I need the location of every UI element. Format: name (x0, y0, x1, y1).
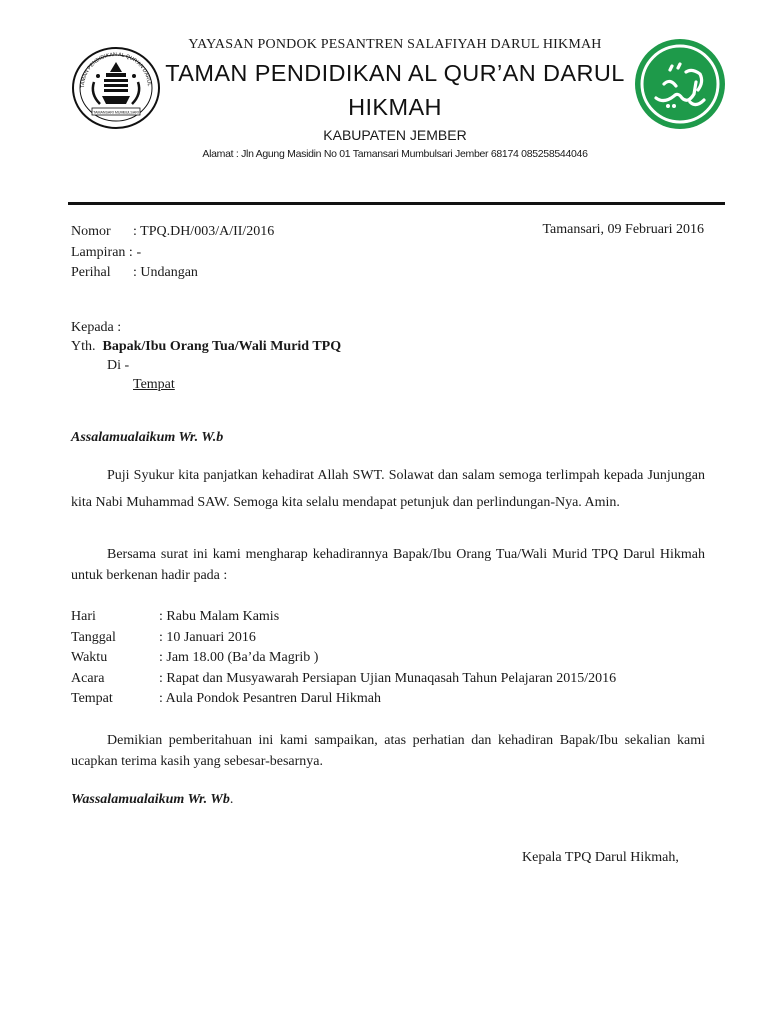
regency-name: KABUPATEN JEMBER (323, 127, 467, 143)
event-value: : Rabu Malam Kamis (159, 609, 280, 624)
institution-title-line2: HIKMAH (348, 94, 442, 120)
opening-greeting: Assalamualaikum Wr. W.b (71, 430, 224, 445)
signer-title: Kepala TPQ Darul Hikmah, (522, 850, 679, 865)
meta-perihal (71, 263, 274, 284)
meta-lampiran (71, 243, 274, 264)
event-label: Hari (71, 609, 96, 624)
event-row-tanggal (71, 628, 616, 649)
event-label: Acara (71, 670, 105, 686)
paragraph-closing: Demikian pemberitahuan ini kami sampaikan, atas perhatian dan kehadiran Bapak/Ibu sekalian kami ucapkan terima kasih yang sebesar-besarnya. (71, 733, 705, 769)
event-value: : Aula Pondok Pesantren Darul Hikmah (159, 691, 382, 707)
event-details (71, 607, 616, 710)
paragraph-invitation: Bersama surat ini kami mengharap kehadirannya Bapak/Ibu Orang Tua/Wali Murid TPQ Darul Hikmah untuk berkenan hadir pada : (71, 547, 705, 583)
closing-punct: . (229, 792, 234, 807)
meta-nomor (71, 222, 274, 243)
tempat-label: Tempat (133, 377, 175, 392)
letter-date: Tamansari, 09 Februari 2016 (542, 222, 704, 237)
event-label: Tempat (71, 691, 113, 707)
nomor-value: : TPQ.DH/003/A/II/2016 (133, 224, 275, 239)
closing-greeting (71, 792, 233, 808)
event-label: Waktu (71, 650, 108, 666)
institution-title-line1: TAMAN PENDIDIKAN AL QUR’AN DARUL (165, 60, 625, 86)
event-label: Tanggal (71, 629, 116, 645)
foundation-name: YAYASAN PONDOK PESANTREN SALAFIYAH DARUL HIKMAH (188, 37, 602, 52)
lampiran-value: - (133, 244, 142, 260)
event-row-hari (71, 607, 616, 628)
letterhead-divider (68, 202, 725, 205)
perihal-value: : Undangan (133, 265, 198, 281)
event-value: : Rapat dan Musyawarah Persiapan Ujian Munaqasah Tahun Pelajaran 2015/2016 (159, 670, 617, 686)
event-value: : Jam 18.00 (Ba’da Magrib ) (159, 650, 319, 666)
event-value: : 10 Januari 2016 (159, 629, 256, 645)
lampiran-label: Lampiran : (71, 244, 133, 260)
event-row-tempat (71, 689, 616, 710)
event-row-waktu (71, 648, 616, 669)
paragraph-opening: Puji Syukur kita panjatkan kehadirat Allah SWT. Solawat dan salam semoga terlimpah kepada Junjungan kita Nabi Muhammad SAW. Semoga kita selalu mendapat petunjuk dan perlindungan-Nya. Amin. (71, 468, 705, 510)
kepada-label: Kepada : (71, 320, 122, 335)
nomor-label: Nomor (71, 224, 111, 239)
recipient-block (71, 318, 341, 394)
perihal-label: Perihal (71, 265, 111, 281)
di-label: Di - (107, 358, 130, 373)
recipient-line (71, 337, 341, 356)
yth-label: Yth. (71, 339, 96, 354)
event-row-acara (71, 669, 616, 690)
seal-bottom-text: TAMANSARI MUMBULSARI (93, 110, 139, 115)
recipient-name: Bapak/Ibu Orang Tua/Wali Murid TPQ (102, 339, 342, 354)
seal-ring-text: TAMAN PENDIDIKAN AL QUR'AN DARUL (79, 51, 152, 89)
letter-meta (71, 222, 274, 284)
closing-text: Wassalamualaikum Wr. Wb (71, 792, 230, 807)
institution-title (130, 56, 660, 124)
address-line: Alamat : Jln Agung Masidin No 01 Tamansari Mumbulsari Jember 68174 085258544046 (202, 148, 588, 160)
